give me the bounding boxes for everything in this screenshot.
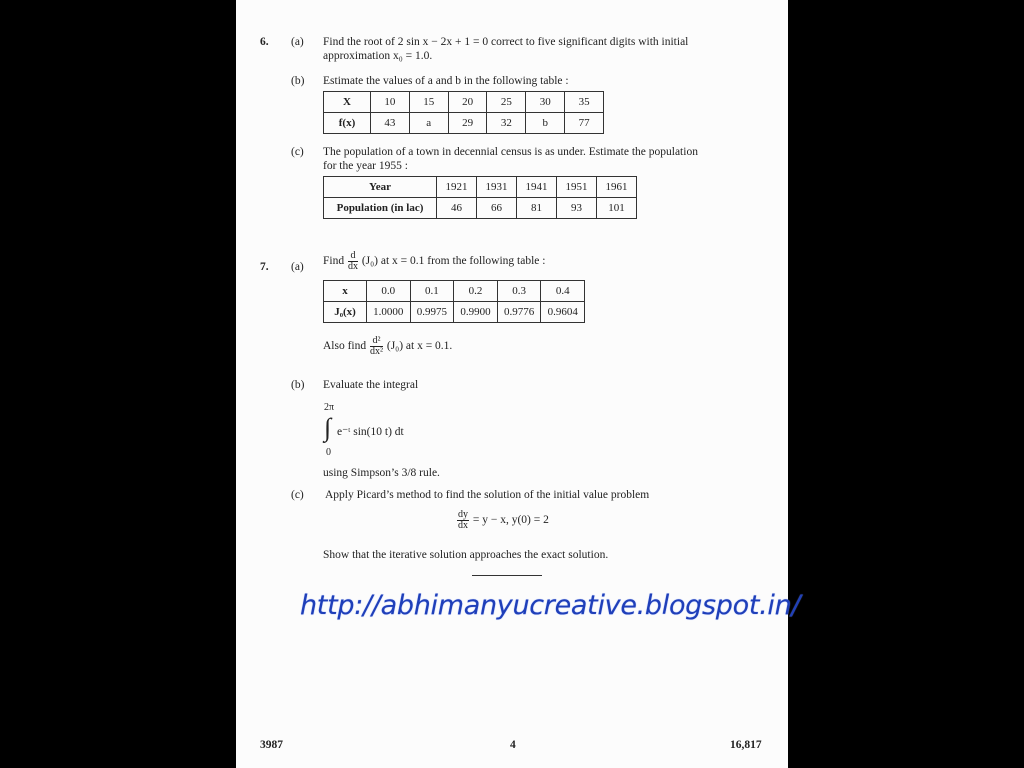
table-cell: X [324, 92, 371, 113]
q7a-rest: (J₀) at x = 0.1 from the following table : [361, 255, 546, 268]
table-cell: 29 [448, 113, 487, 134]
q6b-text: Estimate the values of a and b in the following table : [323, 75, 569, 87]
q6c-table [323, 176, 637, 219]
table-cell: 25 [487, 92, 526, 113]
table-cell: 0.3 [497, 281, 541, 302]
fraction-numerator: d² [370, 336, 383, 347]
q6a-line1: Find the root of 2 sin x − 2x + 1 = 0 correct to five significant digits with initial [323, 36, 689, 48]
table-cell: 35 [565, 92, 604, 113]
q6c-line2: for the year 1955 : [323, 160, 408, 172]
table-cell: b [526, 113, 565, 134]
table-cell: f(x) [324, 113, 371, 134]
question-7-number: 7. [260, 261, 269, 273]
table-cell: 46 [437, 198, 477, 219]
q7a-also-prompt [323, 336, 452, 357]
table-row [324, 177, 637, 198]
table-row [324, 302, 585, 323]
table-cell: 77 [565, 113, 604, 134]
q7a-find: Find [323, 255, 345, 268]
fraction-numerator: d [348, 251, 358, 262]
q7a-derivative-fraction [348, 251, 358, 272]
table-cell: 0.9604 [541, 302, 585, 323]
table-cell: 1931 [477, 177, 517, 198]
table-cell: a [409, 113, 448, 134]
table-row [324, 198, 637, 219]
fraction-denominator: dx² [370, 346, 383, 357]
footer-page-number: 4 [510, 739, 516, 751]
table-cell: 101 [597, 198, 637, 219]
q6a-line2: approximation x₀ = 1.0. [323, 50, 433, 62]
q7c-show: Show that the iterative solution approaches the exact solution. [323, 549, 609, 561]
fraction-denominator: dx [347, 261, 358, 272]
exam-page [236, 0, 801, 768]
table-cell: 1951 [557, 177, 597, 198]
q7c-label: (c) [291, 489, 304, 501]
q7c-derivative-fraction [457, 510, 469, 531]
table-cell: J₀(x) [324, 302, 367, 323]
table-cell: 1921 [437, 177, 477, 198]
table-cell: 0.9975 [410, 302, 454, 323]
question-6-number: 6. [260, 36, 269, 48]
q7b-upper-limit: 2π [324, 402, 335, 413]
watermark-url: http://abhimanyucreative.blogspot.in/ [300, 590, 801, 621]
q7b-integrand: e⁻ᵗ sin(10 t) dt [337, 426, 404, 438]
end-rule [472, 575, 542, 576]
q7c-equation [456, 510, 549, 531]
q7a-also-rest: (J₀) at x = 0.1. [386, 340, 453, 353]
fraction-numerator: dy [458, 509, 468, 520]
footer-code: 3987 [260, 739, 283, 751]
table-cell: 93 [557, 198, 597, 219]
table-cell: 0.1 [410, 281, 454, 302]
table-row [324, 281, 585, 302]
table-cell: 0.2 [454, 281, 498, 302]
table-cell: 43 [371, 113, 410, 134]
q7a-label: (a) [291, 261, 304, 273]
q7b-lower-limit: 0 [326, 447, 331, 458]
q6c-label: (c) [291, 146, 304, 158]
q7a-table [323, 280, 585, 323]
table-row [324, 92, 604, 113]
table-row [324, 113, 604, 134]
q6b-label: (b) [291, 75, 305, 87]
q7c-text: Apply Picard’s method to find the solution of the initial value problem [325, 489, 650, 501]
table-cell: 15 [409, 92, 448, 113]
table-cell: 0.4 [541, 281, 585, 302]
q6c-line1: The population of a town in decennial census is as under. Estimate the population [323, 146, 698, 158]
fraction-denominator: dx [458, 520, 468, 531]
table-cell: 66 [477, 198, 517, 219]
table-cell: 30 [526, 92, 565, 113]
table-cell: 10 [371, 92, 410, 113]
table-cell: Year [324, 177, 437, 198]
q6a-label: (a) [291, 36, 304, 48]
q7b-label: (b) [291, 379, 305, 391]
table-cell: 0.9900 [454, 302, 498, 323]
q6b-table [323, 91, 604, 134]
table-cell: 0.0 [367, 281, 411, 302]
table-cell: 81 [517, 198, 557, 219]
table-cell: 32 [487, 113, 526, 134]
q7a-second-derivative-fraction [370, 336, 383, 357]
table-cell: 1.0000 [367, 302, 411, 323]
table-cell: x [324, 281, 367, 302]
q7a-prompt [323, 251, 545, 272]
q7c-equation-rest: = y − x, y(0) = 2 [472, 514, 549, 527]
table-cell: Population (in lac) [324, 198, 437, 219]
footer-count: 16,817 [730, 739, 762, 751]
q7a-also-find: Also find [323, 340, 367, 353]
q7b-text: Evaluate the integral [323, 379, 419, 391]
integral-sign-icon: ∫ [324, 413, 332, 442]
q7b-using: using Simpson’s 3/8 rule. [323, 467, 440, 479]
table-cell: 0.9776 [497, 302, 541, 323]
table-cell: 1941 [517, 177, 557, 198]
table-cell: 20 [448, 92, 487, 113]
table-cell: 1961 [597, 177, 637, 198]
